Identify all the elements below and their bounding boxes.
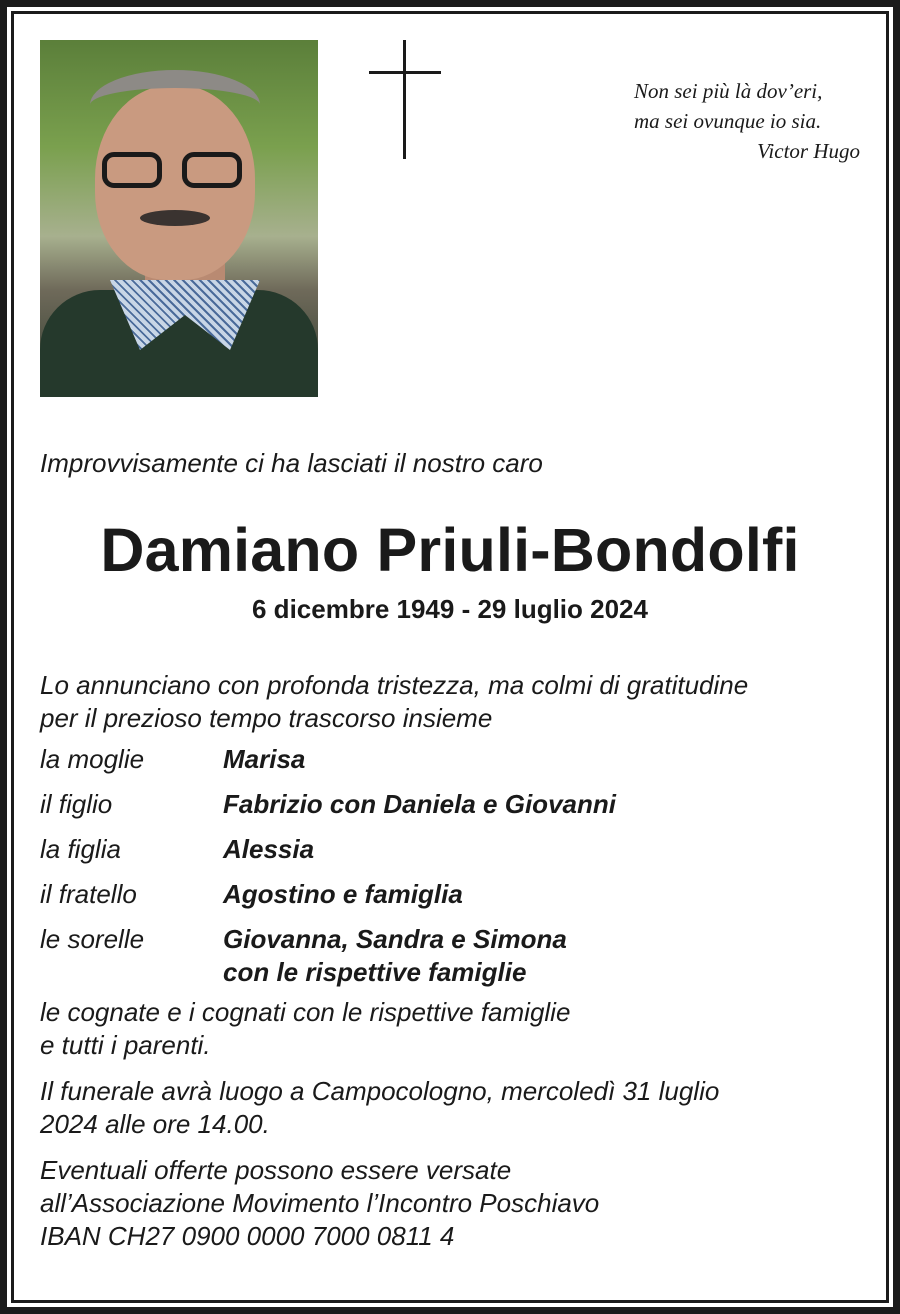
family-row [40,833,870,878]
family-label: il figlio [40,789,113,819]
family-names: con le rispettive famiglie [223,957,527,987]
donation-line: all’Associazione Movimento l’Incontro Poschiavo [40,1188,600,1218]
notice-body [40,669,870,1253]
quote [600,76,860,166]
portrait-photo [40,40,318,397]
family-label: il fratello [40,879,137,909]
quote-author: Victor Hugo [757,139,860,163]
family-label: la figlia [40,834,121,864]
life-dates: 6 dicembre 1949 - 29 luglio 2024 [252,594,648,624]
family-label: la moglie [40,744,145,774]
family-names: Agostino e famiglia [223,879,463,909]
funeral-line: 2024 alle ore 14.00. [40,1109,270,1139]
intro-text: Improvvisamente ci ha lasciati il nostro caro [40,448,543,478]
funeral-line: Il funerale avrà luogo a Campocologno, mercoledì 31 luglio [40,1076,720,1106]
family-list [40,743,870,989]
donation-line: Eventuali offerte possono essere versate [40,1155,512,1185]
family-names: Fabrizio con Daniela e Giovanni [223,789,616,819]
family-row [40,923,870,989]
family-row [40,878,870,923]
quote-line: Non sei più là dov’eri, [634,79,823,103]
family-label: le sorelle [40,924,145,954]
iban-line: IBAN CH27 0900 0000 7000 0811 4 [40,1221,455,1251]
family-names: Giovanna, Sandra e Simona [223,924,567,954]
relatives-line: le cognate e i cognati con le rispettive famiglie [40,997,571,1027]
relatives-line: e tutti i parenti. [40,1030,211,1060]
quote-line: ma sei ovunque io sia. [634,109,822,133]
family-row [40,743,870,788]
family-row [40,788,870,833]
deceased-name: Damiano Priuli-Bondolfi [100,516,800,584]
announcement-line: Lo annunciano con profonda tristezza, ma colmi di gratitudine [40,670,749,700]
family-names: Alessia [223,834,315,864]
family-names: Marisa [223,744,306,774]
announcement-line: per il prezioso tempo trascorso insieme [40,703,493,733]
